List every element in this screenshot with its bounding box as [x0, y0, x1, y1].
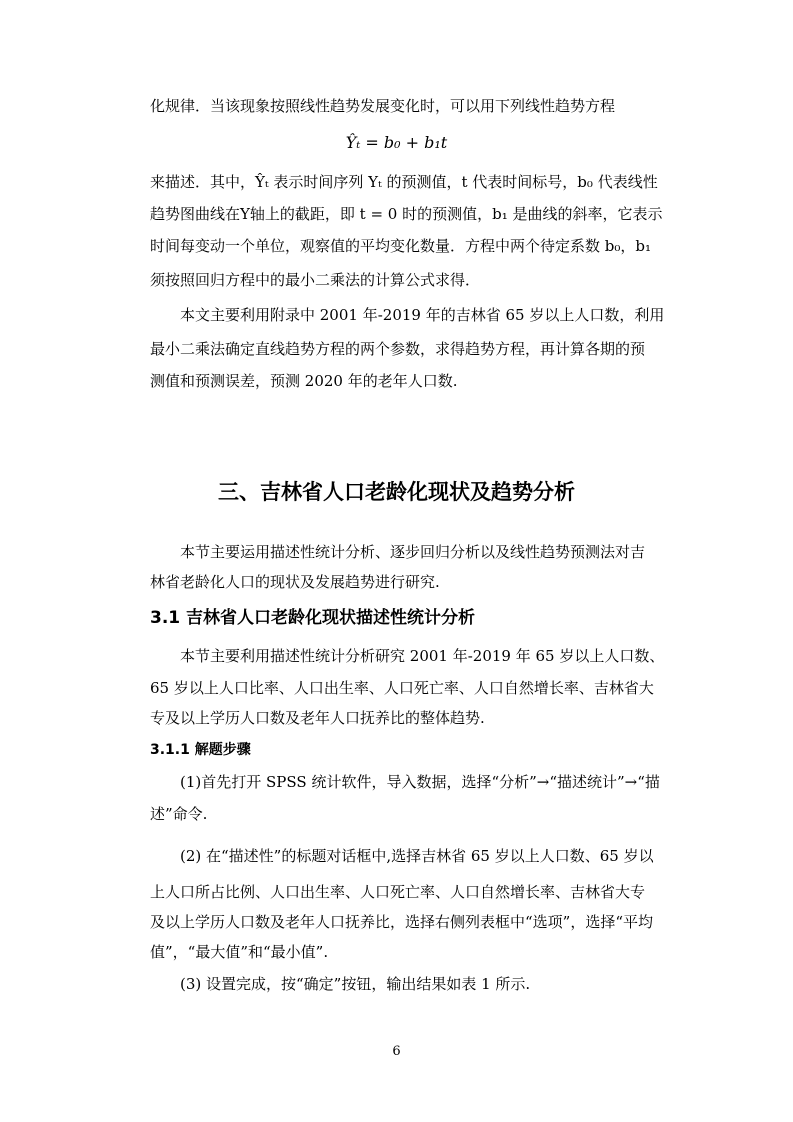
subsection-heading: 3.1 吉林省人口老龄化现状描述性统计分析: [150, 608, 476, 628]
paragraph-line: 趋势图曲线在Y轴上的截距，即 t = 0 时的预测值，b₁ 是曲线的斜率，它表示: [150, 205, 663, 223]
paragraph-line: 值”，“最大值”和“最小值”.: [150, 943, 329, 961]
paragraph-line: (3) 设置完成，按“确定”按钮，输出结果如表 1 所示.: [180, 975, 531, 993]
paragraph-line: 须按照回归方程中的最小二乘法的计算公式求得．: [150, 271, 481, 289]
trend-equation: Ŷₜ = b₀ + b₁t: [345, 133, 448, 152]
paragraph-line: (1)首先打开 SPSS 统计软件，导入数据，选择“分析”→“描述统计”→“描: [180, 773, 660, 791]
paragraph-line: 上人口所占比例、人口出生率、人口死亡率、人口自然增长率、吉林省大专: [150, 883, 646, 901]
paragraph-line: 专及以上学历人口数及老年人口抚养比的整体趋势.: [150, 709, 485, 727]
paragraph-line: 化规律．当该现象按照线性趋势发展变化时，可以用下列线性趋势方程: [150, 97, 616, 115]
subsubsection-heading: 3.1.1 解题步骤: [150, 742, 251, 758]
paragraph-line: 本节主要运用描述性统计分析、逐步回归分析以及线性趋势预测法对吉: [180, 543, 646, 561]
paragraph-line: 测值和预测误差，预测 2020 年的老年人口数.: [150, 372, 458, 390]
paragraph-line: 及以上学历人口数及老年人口抚养比，选择右侧列表框中“选项”，选择“平均: [150, 913, 654, 931]
paragraph-line: 来描述．其中，Ŷₜ 表示时间序列 Yₜ 的预测值，t 代表时间标号，b₀ 代表线性: [150, 173, 658, 191]
paragraph-line: 林省老龄化人口的现状及发展趋势进行研究.: [150, 573, 440, 591]
page-number: 6: [392, 1044, 401, 1059]
section-heading: 三、吉林省人口老龄化现状及趋势分析: [218, 480, 575, 504]
paragraph-line: 本文主要利用附录中 2001 年-2019 年的吉林省 65 岁以上人口数，利用: [180, 306, 665, 324]
paragraph-line: (2) 在“描述性”的标题对话框中,选择吉林省 65 岁以上人口数、65 岁以: [180, 847, 654, 865]
paragraph-line: 65 岁以上人口比率、人口出生率、人口死亡率、人口自然增长率、吉林省大: [150, 679, 654, 697]
paragraph-line: 最小二乘法确定直线趋势方程的两个参数，求得趋势方程，再计算各期的预: [150, 340, 646, 358]
paragraph-line: 本节主要利用描述性统计分析研究 2001 年-2019 年 65 岁以上人口数、: [180, 647, 665, 665]
paragraph-line: 时间每变动一个单位，观察值的平均变化数量．方程中两个待定系数 b₀，b₁: [150, 237, 652, 255]
paragraph-line: 述”命令.: [150, 805, 208, 823]
